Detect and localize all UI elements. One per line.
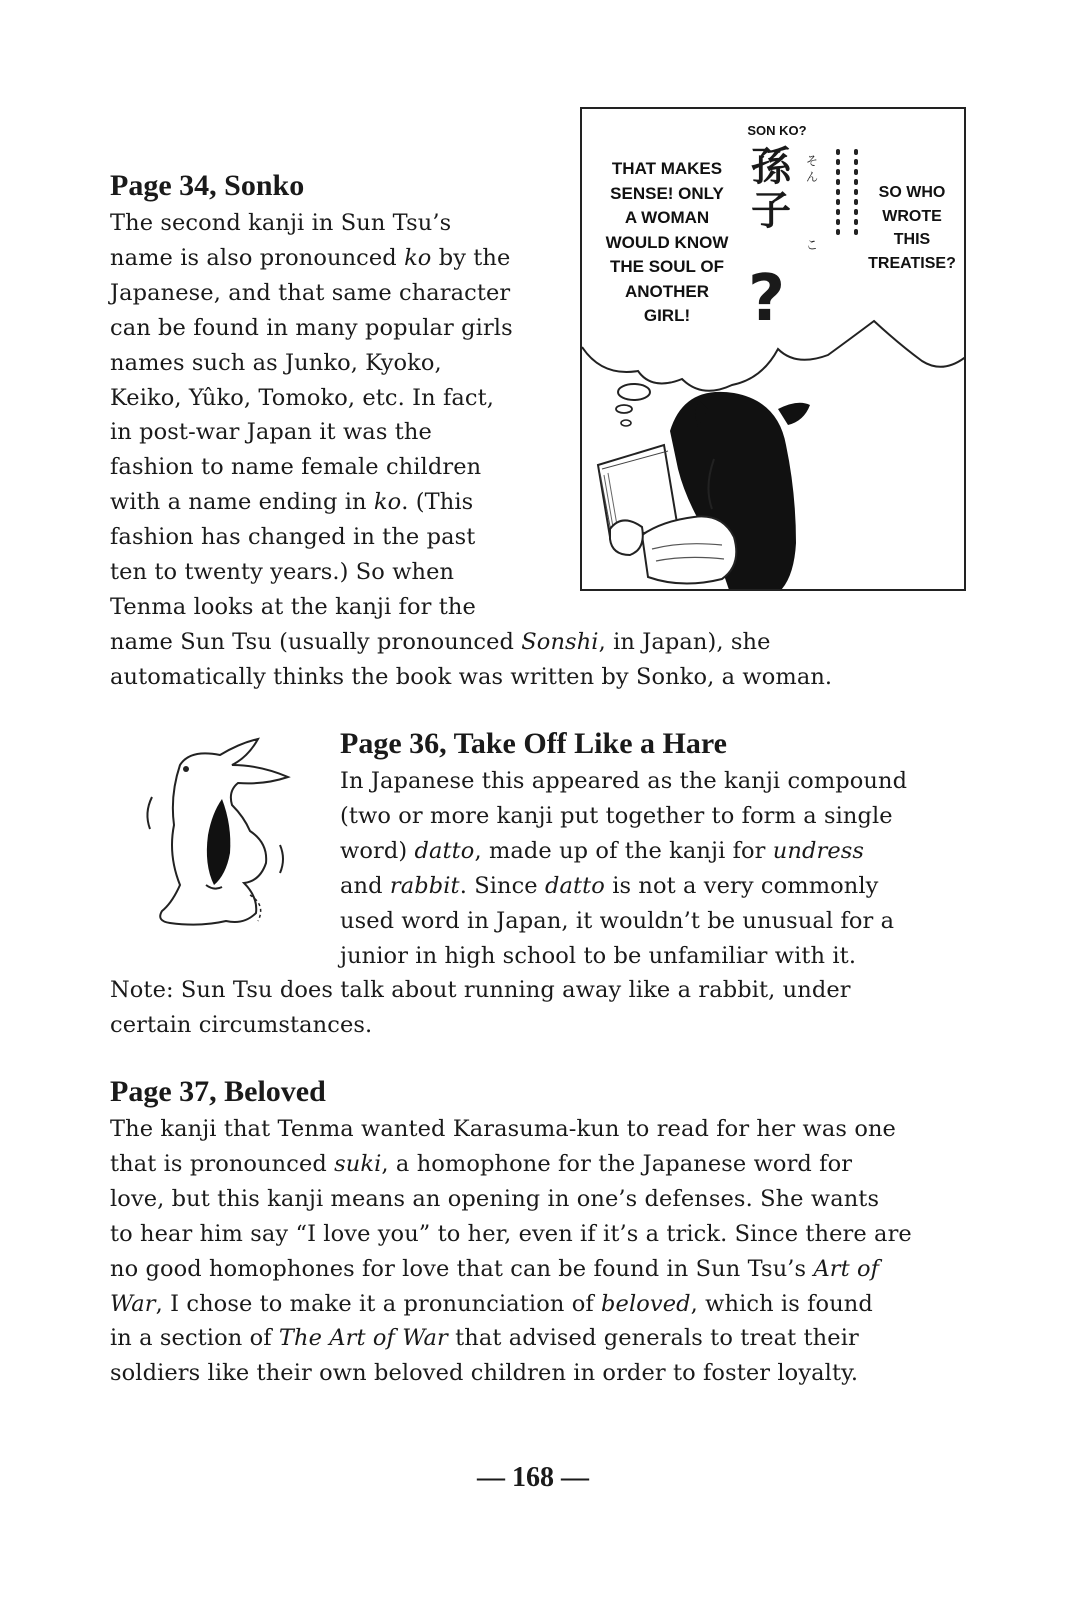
section-heading-sonko: Page 34, Sonko (110, 169, 305, 202)
bubble-line: A WOMAN (624, 208, 710, 227)
body-line: can be found in many popular girls (110, 314, 513, 341)
body-line: used word in Japan, it wouldn’t be unusual for a (340, 907, 895, 934)
body-line: soldiers like their own beloved children in order to foster loyalty. (110, 1360, 859, 1387)
bubble-line: THAT MAKES (611, 159, 723, 178)
body-line: to hear him say “I love you” to her, even if it’s a trick. Since there are (110, 1220, 912, 1247)
section-heading-beloved: Page 37, Beloved (110, 1075, 326, 1108)
furigana: そ ん こ (806, 154, 819, 252)
bubble-line: SO WHO (878, 184, 946, 201)
bubble-line: WROTE (882, 207, 942, 225)
body-line: that is pronounced suki, a homophone for the Japanese word for (110, 1150, 853, 1177)
body-line: name is also pronounced ko by the (110, 244, 511, 271)
kanji-ko: 子 (751, 188, 791, 234)
body-line: Note: Sun Tsu does talk about running away like a rabbit, under (110, 977, 851, 1004)
body-line: word) datto, made up of the kanji for undress (340, 837, 865, 864)
bubble-line: SENSE! ONLY (610, 183, 724, 203)
son-ko-label: SON KO? (747, 123, 807, 138)
rabbit-illustration (140, 735, 300, 935)
section-heading-hare: Page 36, Take Off Like a Hare (340, 727, 727, 760)
body-line: and rabbit. Since datto is not a very commonly (340, 872, 879, 899)
body-line: with a name ending in ko. (This (110, 489, 474, 516)
body-line: In Japanese this appeared as the kanji compound (340, 768, 908, 794)
body-line: ten to twenty years.) So when (110, 559, 455, 585)
body-line: love, but this kanji means an opening in one’s defenses. She wants (110, 1185, 880, 1212)
body-line: fashion to name female children (110, 454, 482, 481)
bubble-line: THE SOUL OF (610, 257, 724, 276)
body-line: junior in high school to be unfamiliar with it. (340, 942, 857, 969)
body-line: War, I chose to make it a pronunciation of beloved, which is found (110, 1290, 873, 1317)
body-line: The kanji that Tenma wanted Karasuma-kun to read for her was one (110, 1116, 896, 1142)
body-line: The second kanji in Sun Tsu’s (110, 210, 452, 236)
speech-bubble-right (864, 181, 960, 275)
body-line: in a section of The Art of War that advised generals to treat their (110, 1325, 859, 1352)
question-mark: ? (748, 262, 786, 336)
kanji-son: 孫 (751, 144, 791, 190)
body-line: automatically thinks the book was written by Sonko, a woman. (110, 663, 833, 690)
page-number: — 168 — (477, 1462, 589, 1493)
body-line: name Sun Tsu (usually pronounced Sonshi, in Japan), she (110, 628, 771, 655)
bubble-line: WOULD KNOW (605, 232, 729, 252)
kanji-sonko (746, 145, 796, 233)
speech-bubble-left (592, 157, 742, 329)
body-line: Tenma looks at the kanji for the (110, 593, 476, 620)
bubble-line: TREATISE? (868, 254, 956, 272)
body-line: in post-war Japan it was the (110, 419, 432, 446)
body-line: names such as Junko, Kyoko, (110, 349, 442, 376)
body-line: (two or more kanji put together to form a single (340, 802, 893, 829)
manga-panel (580, 107, 966, 591)
bubble-line: GIRL! (643, 306, 691, 325)
bubble-line: ANOTHER (624, 281, 710, 301)
body-line: Japanese, and that same character (110, 279, 511, 306)
body-line: certain circumstances. (110, 1012, 373, 1039)
body-line: no good homophones for love that can be found in Sun Tsu’s Art of (110, 1255, 880, 1282)
body-line: Keiko, Yûko, Tomoko, etc. In fact, (110, 384, 494, 411)
body-line: fashion has changed in the past (110, 524, 476, 551)
bubble-line: THIS (893, 231, 931, 248)
